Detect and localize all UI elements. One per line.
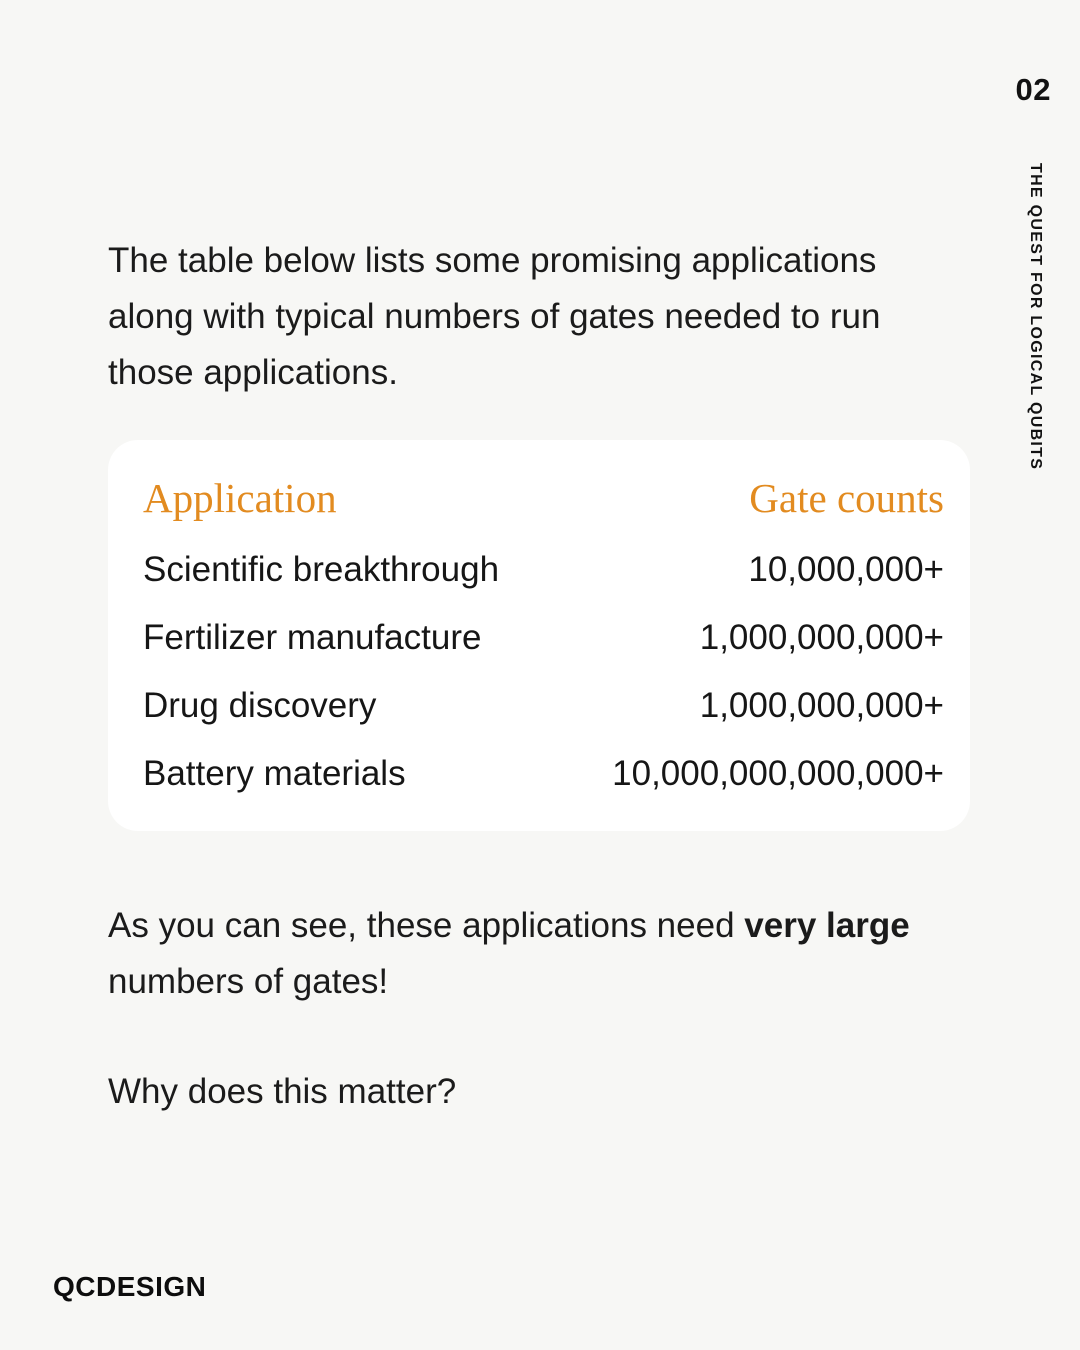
application-cell: Drug discovery — [143, 686, 377, 725]
closing-bold-text: very large — [744, 906, 910, 945]
intro-paragraph — [108, 233, 1008, 401]
gate-counts-table-card — [108, 440, 970, 831]
table-header-row — [143, 474, 944, 522]
intro-line: those applications. — [108, 353, 398, 392]
closing-text: As you can see, these applications need — [108, 906, 745, 945]
closing-line: numbers of gates! — [108, 962, 389, 1001]
table-row — [143, 672, 944, 740]
table-row — [143, 740, 944, 808]
closing-line — [108, 898, 1008, 954]
question-text: Why does this matter? — [108, 1072, 457, 1111]
gate-count-cell: 1,000,000,000+ — [699, 686, 944, 725]
application-cell: Battery materials — [143, 754, 406, 793]
gate-count-cell: 1,000,000,000+ — [699, 618, 944, 657]
page-number: 02 — [1015, 72, 1051, 107]
application-cell: Scientific breakthrough — [143, 550, 500, 589]
gate-count-cell: 10,000,000+ — [748, 550, 944, 589]
table-header-gate-counts: Gate counts — [749, 475, 944, 521]
closing-paragraph — [108, 898, 1008, 1010]
table-header-application: Application — [143, 475, 337, 521]
table-row — [143, 536, 944, 604]
intro-line: The table below lists some promising applications — [108, 241, 877, 280]
intro-line: along with typical numbers of gates needed to run — [108, 297, 881, 336]
application-cell: Fertilizer manufacture — [143, 618, 482, 657]
table-row — [143, 604, 944, 672]
gate-count-cell: 10,000,000,000,000+ — [612, 754, 944, 793]
qcdesign-logo: QCDESIGN — [53, 1271, 207, 1302]
series-title-vertical: THE QUEST FOR LOGICAL QUBITS — [1027, 163, 1044, 471]
